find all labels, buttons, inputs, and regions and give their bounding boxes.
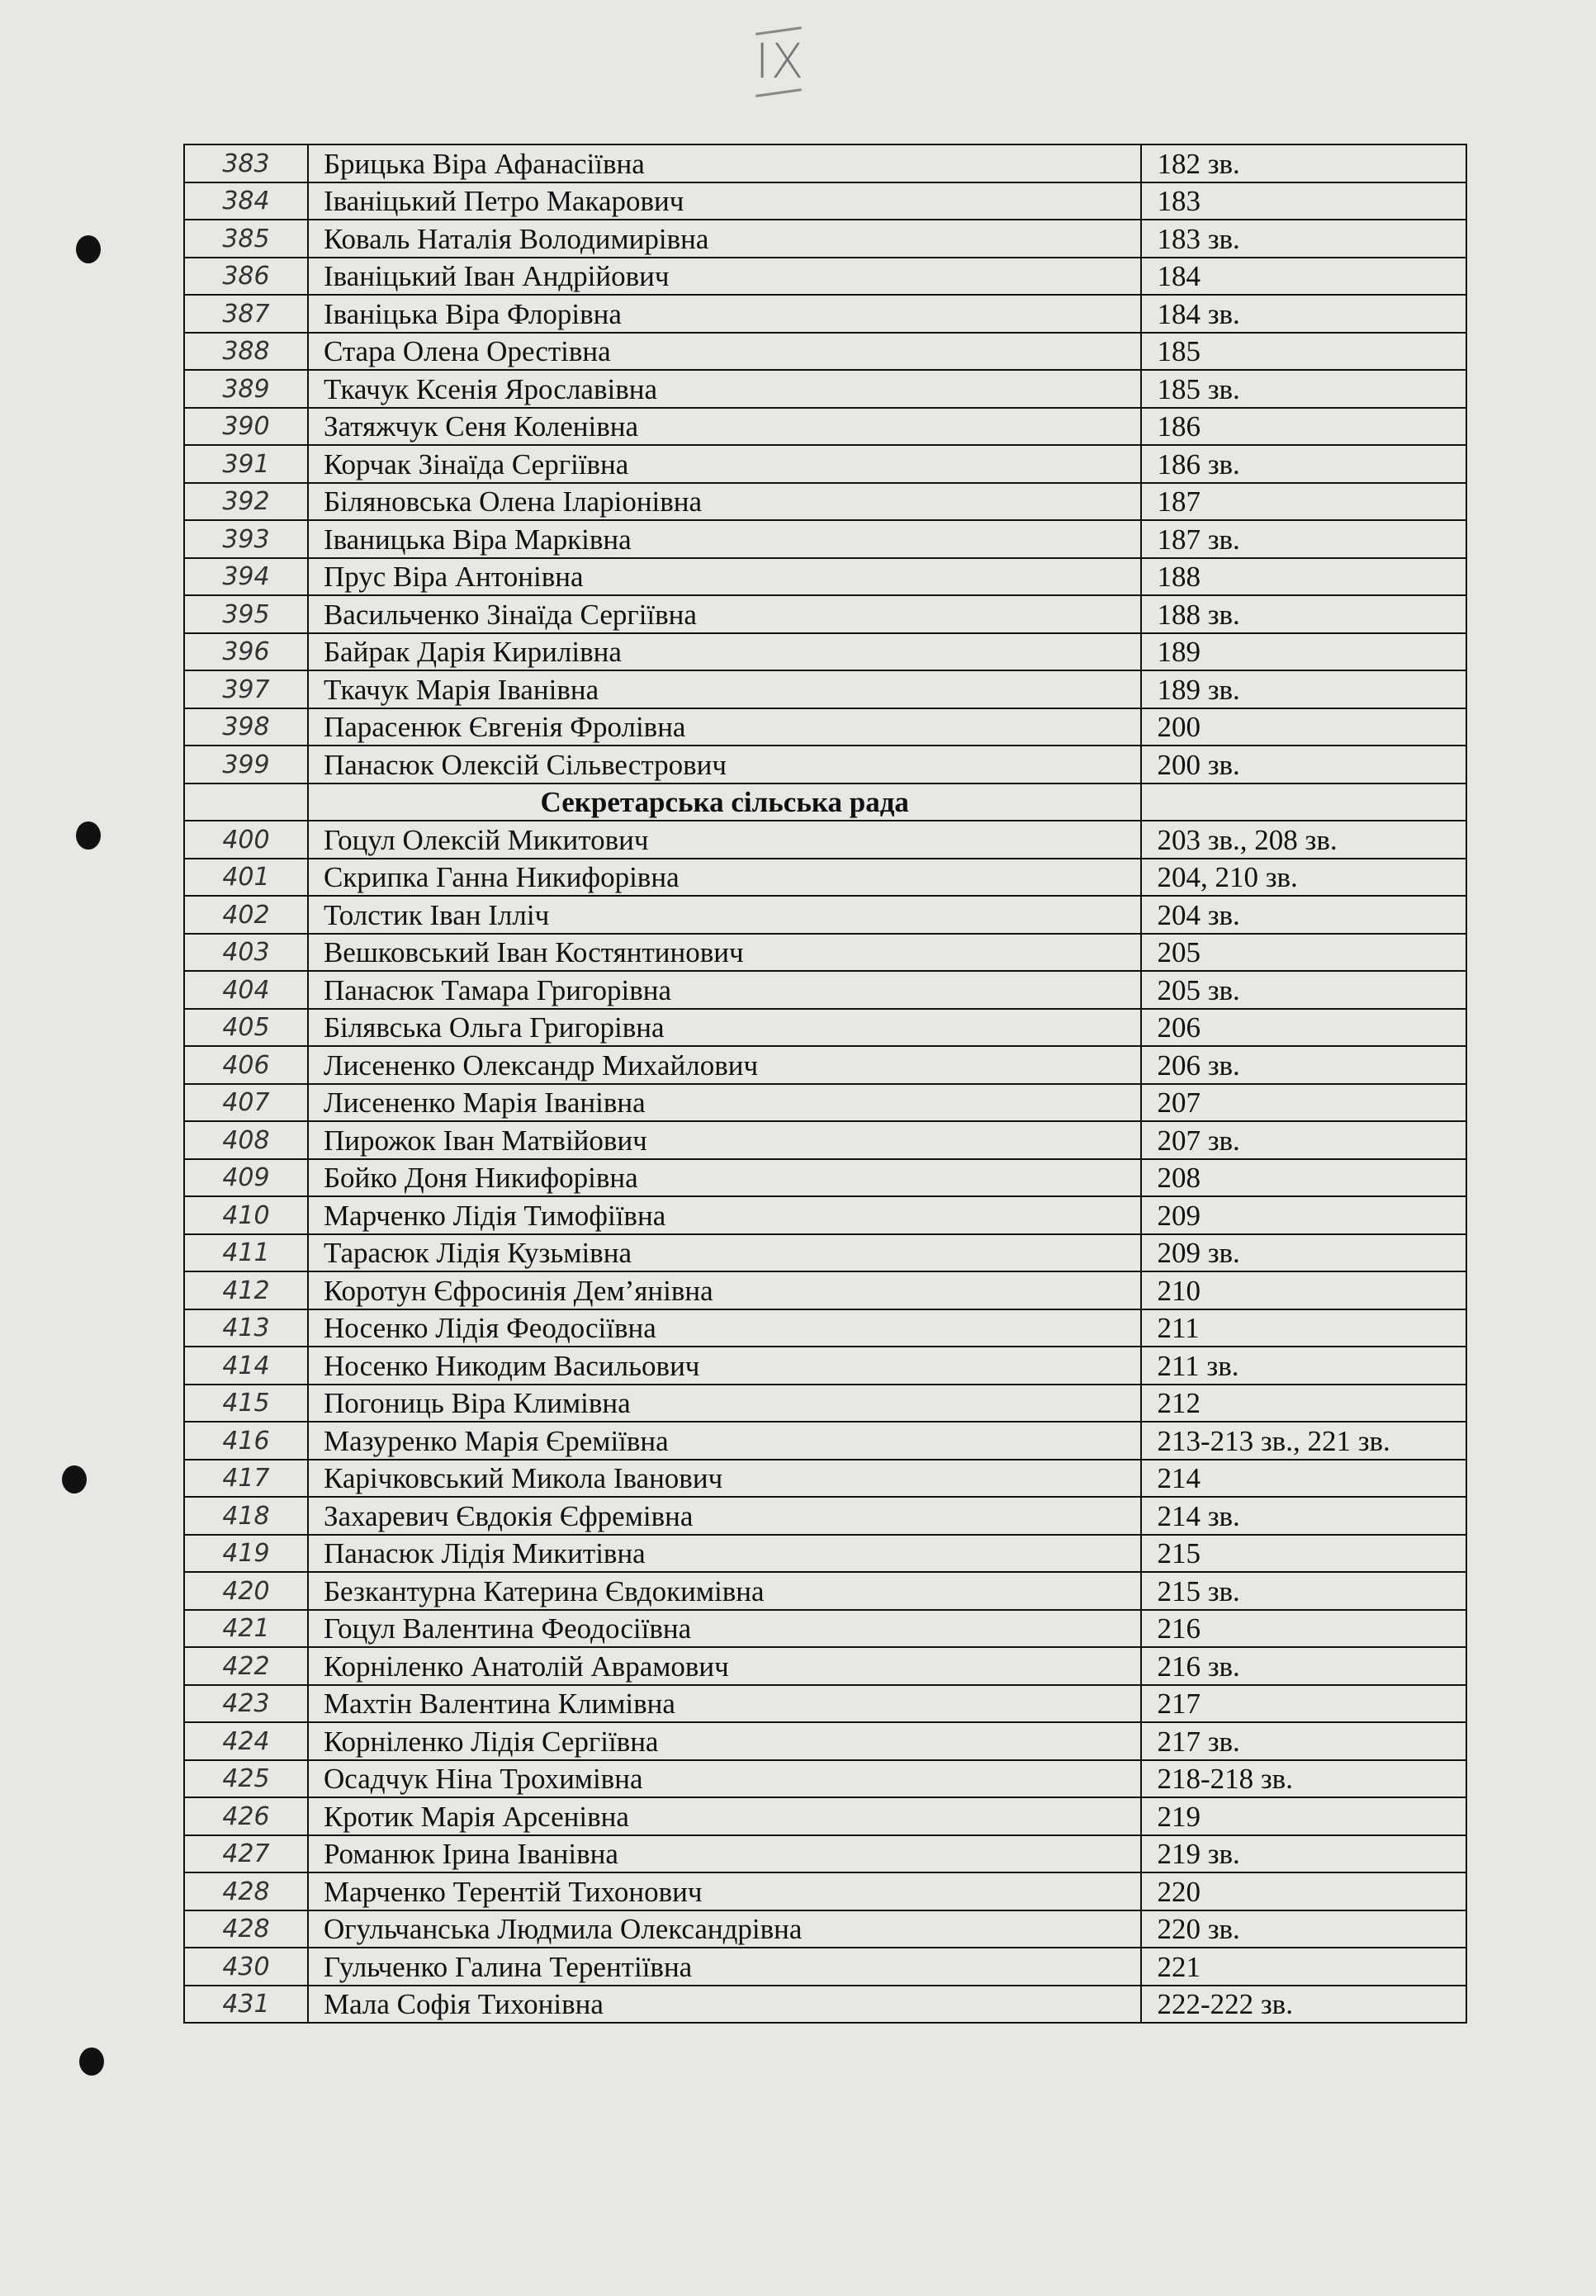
record-number: 397	[184, 670, 308, 708]
record-number: 415	[184, 1385, 308, 1423]
table-row	[184, 1422, 1466, 1460]
name-index-table	[183, 144, 1467, 2024]
record-number: 407	[184, 1084, 308, 1122]
record-number: 389	[184, 370, 308, 408]
page-reference: 220 зв.	[1141, 1910, 1466, 1948]
person-name: Мазуренко Марія Єреміївна	[308, 1422, 1142, 1460]
page-reference: 212	[1141, 1385, 1466, 1423]
page-reference: 184 зв.	[1141, 295, 1466, 333]
person-name: Байрак Дарія Кирилівна	[308, 633, 1142, 671]
person-name: Коротун Єфросинія Дем’янівна	[308, 1271, 1142, 1309]
table-row	[184, 1948, 1466, 1986]
person-name: Біляновська Олена Іларіонівна	[308, 483, 1142, 521]
page-reference: 206 зв.	[1141, 1046, 1466, 1084]
record-number: 419	[184, 1535, 308, 1573]
person-name: Махтін Валентина Климівна	[308, 1685, 1142, 1723]
page-reference: 205 зв.	[1141, 971, 1466, 1009]
person-name: Тарасюк Лідія Кузьмівна	[308, 1234, 1142, 1272]
record-number: 421	[184, 1610, 308, 1648]
punch-hole	[76, 821, 101, 850]
record-number: 406	[184, 1046, 308, 1084]
page-reference: 211 зв.	[1141, 1347, 1466, 1385]
table-row	[184, 859, 1466, 897]
page-reference: 187	[1141, 483, 1466, 521]
page-reference: 203 зв., 208 зв.	[1141, 821, 1466, 859]
page-reference: 188	[1141, 558, 1466, 596]
person-name: Толстик Іван Ілліч	[308, 896, 1142, 934]
punch-hole	[76, 235, 101, 263]
table-row	[184, 595, 1466, 633]
table-row	[184, 295, 1466, 333]
person-name: Панасюк Тамара Григорівна	[308, 971, 1142, 1009]
table-row	[184, 144, 1466, 182]
page-reference: 182 зв.	[1141, 144, 1466, 182]
record-number: 390	[184, 408, 308, 446]
table-row	[184, 1760, 1466, 1798]
page-reference: 209	[1141, 1196, 1466, 1234]
page-reference: 207	[1141, 1084, 1466, 1122]
page-reference: 200 зв.	[1141, 746, 1466, 783]
record-number: 413	[184, 1309, 308, 1347]
record-number: 427	[184, 1835, 308, 1873]
person-name: Ткачук Марія Іванівна	[308, 670, 1142, 708]
table-row	[184, 333, 1466, 371]
record-number: 426	[184, 1797, 308, 1835]
person-name: Брицька Віра Афанасіївна	[308, 144, 1142, 182]
table-row	[184, 258, 1466, 296]
record-number: 431	[184, 1986, 308, 2024]
record-number: 396	[184, 633, 308, 671]
record-number: 403	[184, 934, 308, 972]
person-name: Пирожок Іван Матвійович	[308, 1121, 1142, 1159]
record-number: 409	[184, 1159, 308, 1197]
record-number: 398	[184, 708, 308, 746]
record-number: 423	[184, 1685, 308, 1723]
punch-hole	[79, 2047, 104, 2076]
person-name: Безкантурна Катерина Євдокимівна	[308, 1572, 1142, 1610]
record-number: 400	[184, 821, 308, 859]
table-row	[184, 821, 1466, 859]
page-reference: 184	[1141, 258, 1466, 296]
record-number: 393	[184, 520, 308, 558]
page-reference: 210	[1141, 1271, 1466, 1309]
page-reference: 206	[1141, 1009, 1466, 1047]
table-row	[184, 934, 1466, 972]
page-reference: 204, 210 зв.	[1141, 859, 1466, 897]
page-reference: 185 зв.	[1141, 370, 1466, 408]
table-row	[184, 896, 1466, 934]
record-number: 412	[184, 1271, 308, 1309]
person-name: Романюк Ірина Іванівна	[308, 1835, 1142, 1873]
page-reference: 214	[1141, 1460, 1466, 1498]
page-reference: 183	[1141, 182, 1466, 220]
page-reference: 214 зв.	[1141, 1497, 1466, 1535]
page-reference: 215 зв.	[1141, 1572, 1466, 1610]
table-row	[184, 520, 1466, 558]
page-reference: 215	[1141, 1535, 1466, 1573]
section-header-row	[184, 783, 1466, 821]
person-name: Корчак Зінаїда Сергіївна	[308, 445, 1142, 483]
table-row	[184, 445, 1466, 483]
page-reference: 185	[1141, 333, 1466, 371]
record-number: 420	[184, 1572, 308, 1610]
table-row	[184, 1986, 1466, 2024]
table-row	[184, 558, 1466, 596]
person-name: Осадчук Ніна Трохимівна	[308, 1760, 1142, 1798]
page-reference: 219 зв.	[1141, 1835, 1466, 1873]
person-name: Білявська Ольга Григорівна	[308, 1009, 1142, 1047]
page-reference: 209 зв.	[1141, 1234, 1466, 1272]
person-name: Мала Софія Тихонівна	[308, 1986, 1142, 2024]
page-reference: 211	[1141, 1309, 1466, 1347]
record-number: 386	[184, 258, 308, 296]
table-row	[184, 1872, 1466, 1910]
person-name: Кротик Марія Арсенівна	[308, 1797, 1142, 1835]
empty-cell	[1141, 783, 1466, 821]
record-number: 408	[184, 1121, 308, 1159]
table-row	[184, 1910, 1466, 1948]
page-reference: 217 зв.	[1141, 1722, 1466, 1760]
record-number: 391	[184, 445, 308, 483]
person-name: Гоцул Олексій Микитович	[308, 821, 1142, 859]
person-name: Носенко Никодим Васильович	[308, 1347, 1142, 1385]
person-name: Коваль Наталія Володимирівна	[308, 220, 1142, 258]
person-name: Огульчанська Людмила Олександрівна	[308, 1910, 1142, 1948]
page-reference: 187 зв.	[1141, 520, 1466, 558]
person-name: Панасюк Лідія Микитівна	[308, 1535, 1142, 1573]
record-number: 394	[184, 558, 308, 596]
table-row	[184, 182, 1466, 220]
record-number: 387	[184, 295, 308, 333]
person-name: Марченко Терентій Тихонович	[308, 1872, 1142, 1910]
record-number: 417	[184, 1460, 308, 1498]
person-name: Марченко Лідія Тимофіївна	[308, 1196, 1142, 1234]
page-reference: 204 зв.	[1141, 896, 1466, 934]
record-number: 404	[184, 971, 308, 1009]
person-name: Вешковський Іван Костянтинович	[308, 934, 1142, 972]
page-reference: 189	[1141, 633, 1466, 671]
page-reference: 200	[1141, 708, 1466, 746]
table-row	[184, 1572, 1466, 1610]
person-name: Захаревич Євдокія Єфремівна	[308, 1497, 1142, 1535]
page-reference: 217	[1141, 1685, 1466, 1723]
table-row	[184, 1271, 1466, 1309]
table-row	[184, 370, 1466, 408]
record-number: 425	[184, 1760, 308, 1798]
table-row	[184, 1309, 1466, 1347]
page-reference: 222-222 зв.	[1141, 1986, 1466, 2024]
page-reference: 186	[1141, 408, 1466, 446]
table-row	[184, 1121, 1466, 1159]
page-reference: 218-218 зв.	[1141, 1760, 1466, 1798]
record-number: 385	[184, 220, 308, 258]
person-name: Стара Олена Орестівна	[308, 333, 1142, 371]
record-number: 384	[184, 182, 308, 220]
person-name: Погониць Віра Климівна	[308, 1385, 1142, 1423]
record-number: 383	[184, 144, 308, 182]
table-row	[184, 1385, 1466, 1423]
page-reference: 216 зв.	[1141, 1647, 1466, 1685]
table-row	[184, 708, 1466, 746]
page-reference: 189 зв.	[1141, 670, 1466, 708]
table-row	[184, 746, 1466, 783]
table-row	[184, 220, 1466, 258]
person-name: Носенко Лідія Феодосіївна	[308, 1309, 1142, 1347]
record-number: 416	[184, 1422, 308, 1460]
person-name: Іваніцький Петро Макарович	[308, 182, 1142, 220]
person-name: Васильченко Зінаїда Сергіївна	[308, 595, 1142, 633]
table-row	[184, 1535, 1466, 1573]
table-row	[184, 483, 1466, 521]
table-row	[184, 971, 1466, 1009]
record-number: 428	[184, 1910, 308, 1948]
table-row	[184, 1046, 1466, 1084]
record-number: 405	[184, 1009, 308, 1047]
table-row	[184, 1460, 1466, 1498]
person-name: Лисененко Марія Іванівна	[308, 1084, 1142, 1122]
table-row	[184, 633, 1466, 671]
record-number: 392	[184, 483, 308, 521]
person-name: Іваніцький Іван Андрійович	[308, 258, 1142, 296]
page-reference: 205	[1141, 934, 1466, 972]
table-row	[184, 408, 1466, 446]
record-number: 401	[184, 859, 308, 897]
page-reference: 221	[1141, 1948, 1466, 1986]
person-name: Панасюк Олексій Сільвестрович	[308, 746, 1142, 783]
record-number: 414	[184, 1347, 308, 1385]
table-row	[184, 1647, 1466, 1685]
record-number: 395	[184, 595, 308, 633]
table-row	[184, 1234, 1466, 1272]
person-name: Гоцул Валентина Феодосіївна	[308, 1610, 1142, 1648]
table-row	[184, 1497, 1466, 1535]
person-name: Скрипка Ганна Никифорівна	[308, 859, 1142, 897]
punch-hole	[62, 1465, 87, 1494]
person-name: Іваніцька Віра Флорівна	[308, 295, 1142, 333]
page-reference: 208	[1141, 1159, 1466, 1197]
page-reference: 216	[1141, 1610, 1466, 1648]
page-reference: 188 зв.	[1141, 595, 1466, 633]
page-reference: 219	[1141, 1797, 1466, 1835]
table-row	[184, 1084, 1466, 1122]
folio-number: IX	[747, 33, 813, 89]
person-name: Корніленко Лідія Сергіївна	[308, 1722, 1142, 1760]
person-name: Гульченко Галина Терентіївна	[308, 1948, 1142, 1986]
page-reference: 220	[1141, 1872, 1466, 1910]
person-name: Іваницька Віра Марківна	[308, 520, 1142, 558]
page-reference: 207 зв.	[1141, 1121, 1466, 1159]
record-number: 424	[184, 1722, 308, 1760]
person-name: Бойко Доня Никифорівна	[308, 1159, 1142, 1197]
table-row	[184, 1835, 1466, 1873]
page-reference: 183 зв.	[1141, 220, 1466, 258]
record-number: 428	[184, 1872, 308, 1910]
person-name: Прус Віра Антонівна	[308, 558, 1142, 596]
table-row	[184, 1797, 1466, 1835]
person-name: Лисененко Олександр Михайлович	[308, 1046, 1142, 1084]
person-name: Карічковський Микола Іванович	[308, 1460, 1142, 1498]
person-name: Ткачук Ксенія Ярославівна	[308, 370, 1142, 408]
table-row	[184, 1159, 1466, 1197]
page-reference: 213-213 зв., 221 зв.	[1141, 1422, 1466, 1460]
table-row	[184, 1610, 1466, 1648]
person-name: Корніленко Анатолій Аврамович	[308, 1647, 1142, 1685]
person-name: Парасенюк Євгенія Фролівна	[308, 708, 1142, 746]
table-row	[184, 670, 1466, 708]
section-title: Секретарська сільська рада	[308, 783, 1142, 821]
table-row	[184, 1722, 1466, 1760]
empty-cell	[184, 783, 308, 821]
record-number: 388	[184, 333, 308, 371]
table-row	[184, 1685, 1466, 1723]
table-row	[184, 1009, 1466, 1047]
record-number: 430	[184, 1948, 308, 1986]
table-row	[184, 1347, 1466, 1385]
record-number: 399	[184, 746, 308, 783]
record-number: 422	[184, 1647, 308, 1685]
record-number: 411	[184, 1234, 308, 1272]
page-reference: 186 зв.	[1141, 445, 1466, 483]
record-number: 418	[184, 1497, 308, 1535]
person-name: Затяжчук Сеня Коленівна	[308, 408, 1142, 446]
record-number: 402	[184, 896, 308, 934]
table-row	[184, 1196, 1466, 1234]
record-number: 410	[184, 1196, 308, 1234]
